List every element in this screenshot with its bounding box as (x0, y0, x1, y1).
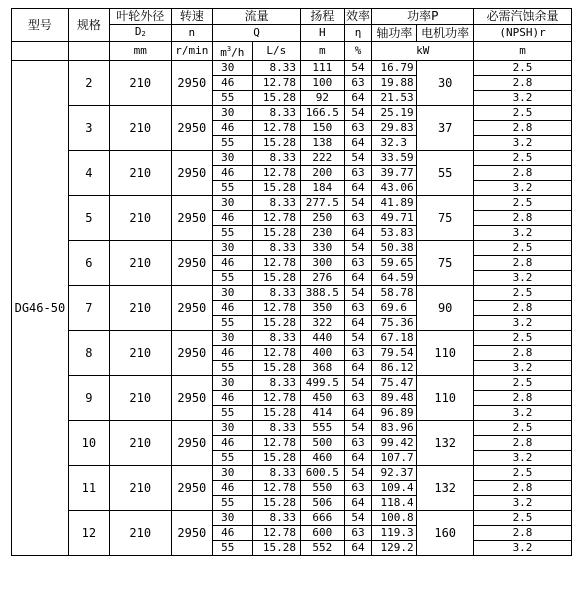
motor-power-cell: 110 (417, 376, 474, 421)
shaft-power-cell: 119.3 (372, 526, 417, 541)
npsh-cell: 2.5 (474, 286, 572, 301)
flow-ls-cell: 15.28 (252, 136, 301, 151)
npsh-cell: 2.8 (474, 256, 572, 271)
flow-ls-cell: 8.33 (252, 331, 301, 346)
shaft-power-cell: 49.71 (372, 211, 417, 226)
npsh-cell: 3.2 (474, 136, 572, 151)
impeller-cell: 210 (110, 376, 171, 421)
header-spec: 规格 (68, 9, 109, 42)
npsh-cell: 3.2 (474, 271, 572, 286)
flow-m3h-cell: 55 (213, 181, 252, 196)
shaft-power-cell: 69.6 (372, 301, 417, 316)
speed-cell: 2950 (171, 61, 213, 106)
shaft-power-cell: 118.4 (372, 496, 417, 511)
head-cell: 600 (301, 526, 345, 541)
npsh-cell: 2.5 (474, 376, 572, 391)
impeller-cell: 210 (110, 421, 171, 466)
npsh-cell: 2.5 (474, 241, 572, 256)
flow-m3h-cell: 46 (213, 436, 252, 451)
shaft-power-cell: 16.79 (372, 61, 417, 76)
flow-ls-cell: 12.78 (252, 391, 301, 406)
eff-cell: 64 (344, 136, 372, 151)
shaft-power-cell: 19.88 (372, 76, 417, 91)
eff-cell: 63 (344, 166, 372, 181)
shaft-power-cell: 21.53 (372, 91, 417, 106)
flow-ls-cell: 15.28 (252, 226, 301, 241)
eff-cell: 64 (344, 541, 372, 556)
npsh-cell: 3.2 (474, 91, 572, 106)
head-cell: 600.5 (301, 466, 345, 481)
header-speed-symbol: n (171, 25, 213, 42)
eff-cell: 54 (344, 61, 372, 76)
head-cell: 277.5 (301, 196, 345, 211)
speed-cell: 2950 (171, 421, 213, 466)
head-cell: 200 (301, 166, 345, 181)
head-cell: 555 (301, 421, 345, 436)
spec-cell: 4 (68, 151, 109, 196)
speed-cell: 2950 (171, 286, 213, 331)
eff-cell: 54 (344, 511, 372, 526)
motor-power-cell: 110 (417, 331, 474, 376)
speed-cell: 2950 (171, 466, 213, 511)
shaft-power-cell: 25.19 (372, 106, 417, 121)
table-row (12, 196, 572, 211)
head-cell: 666 (301, 511, 345, 526)
table-row (12, 106, 572, 121)
npsh-cell: 2.8 (474, 121, 572, 136)
shaft-power-cell: 75.47 (372, 376, 417, 391)
npsh-cell: 3.2 (474, 181, 572, 196)
unit-flow-m3h (213, 42, 252, 61)
flow-ls-cell: 8.33 (252, 286, 301, 301)
head-cell: 506 (301, 496, 345, 511)
eff-cell: 63 (344, 391, 372, 406)
head-cell: 111 (301, 61, 345, 76)
header-head-symbol: H (301, 25, 345, 42)
flow-m3h-cell: 46 (213, 481, 252, 496)
motor-power-cell: 37 (417, 106, 474, 151)
flow-ls-cell: 15.28 (252, 361, 301, 376)
unit-flow-m3h-tail: /h (231, 46, 245, 59)
eff-cell: 54 (344, 196, 372, 211)
eff-cell: 63 (344, 121, 372, 136)
npsh-cell: 2.5 (474, 106, 572, 121)
spec-cell: 11 (68, 466, 109, 511)
header-motor-power: 电机功率 (417, 25, 474, 42)
shaft-power-cell: 67.18 (372, 331, 417, 346)
npsh-cell: 2.8 (474, 76, 572, 91)
spec-cell: 9 (68, 376, 109, 421)
table-row (12, 376, 572, 391)
motor-power-cell: 160 (417, 511, 474, 556)
eff-cell: 64 (344, 226, 372, 241)
header-power-title: 功率P (372, 9, 474, 25)
npsh-cell: 2.8 (474, 211, 572, 226)
shaft-power-cell: 129.2 (372, 541, 417, 556)
npsh-cell: 2.5 (474, 151, 572, 166)
flow-m3h-cell: 55 (213, 451, 252, 466)
flow-m3h-cell: 46 (213, 256, 252, 271)
head-cell: 166.5 (301, 106, 345, 121)
motor-power-cell: 132 (417, 421, 474, 466)
shaft-power-cell: 32.3 (372, 136, 417, 151)
flow-m3h-cell: 46 (213, 76, 252, 91)
impeller-cell: 210 (110, 241, 171, 286)
head-cell: 250 (301, 211, 345, 226)
npsh-cell: 2.8 (474, 346, 572, 361)
eff-cell: 64 (344, 496, 372, 511)
flow-ls-cell: 8.33 (252, 241, 301, 256)
flow-ls-cell: 12.78 (252, 256, 301, 271)
shaft-power-cell: 96.89 (372, 406, 417, 421)
npsh-cell: 2.8 (474, 436, 572, 451)
spec-cell: 10 (68, 421, 109, 466)
head-cell: 322 (301, 316, 345, 331)
speed-cell: 2950 (171, 376, 213, 421)
shaft-power-cell: 39.77 (372, 166, 417, 181)
eff-cell: 63 (344, 481, 372, 496)
flow-ls-cell: 12.78 (252, 526, 301, 541)
flow-m3h-cell: 55 (213, 226, 252, 241)
eff-cell: 64 (344, 316, 372, 331)
head-cell: 222 (301, 151, 345, 166)
flow-m3h-cell: 30 (213, 151, 252, 166)
head-cell: 400 (301, 346, 345, 361)
spec-cell: 3 (68, 106, 109, 151)
flow-ls-cell: 15.28 (252, 406, 301, 421)
header-flow-title: 流量 (213, 9, 301, 25)
flow-ls-cell: 12.78 (252, 121, 301, 136)
unit-power: kW (372, 42, 474, 61)
head-cell: 388.5 (301, 286, 345, 301)
flow-m3h-cell: 55 (213, 91, 252, 106)
unit-head: m (301, 42, 345, 61)
head-cell: 414 (301, 406, 345, 421)
head-cell: 300 (301, 256, 345, 271)
npsh-cell: 2.8 (474, 166, 572, 181)
npsh-cell: 2.5 (474, 196, 572, 211)
npsh-cell: 2.5 (474, 61, 572, 76)
flow-ls-cell: 12.78 (252, 481, 301, 496)
flow-m3h-cell: 30 (213, 286, 252, 301)
flow-m3h-cell: 55 (213, 541, 252, 556)
flow-m3h-cell: 30 (213, 196, 252, 211)
spec-cell: 7 (68, 286, 109, 331)
flow-ls-cell: 12.78 (252, 211, 301, 226)
table-row (12, 151, 572, 166)
spec-cell: 5 (68, 196, 109, 241)
impeller-symbol-subscript: 2 (141, 30, 146, 38)
header-impeller-symbol (110, 25, 171, 42)
spec-cell: 6 (68, 241, 109, 286)
impeller-cell: 210 (110, 196, 171, 241)
speed-cell: 2950 (171, 151, 213, 196)
shaft-power-cell: 33.59 (372, 151, 417, 166)
eff-cell: 63 (344, 436, 372, 451)
npsh-cell: 2.8 (474, 526, 572, 541)
flow-m3h-cell: 46 (213, 301, 252, 316)
flow-m3h-cell: 46 (213, 346, 252, 361)
impeller-cell: 210 (110, 286, 171, 331)
eff-cell: 64 (344, 451, 372, 466)
flow-ls-cell: 12.78 (252, 166, 301, 181)
npsh-cell: 3.2 (474, 496, 572, 511)
shaft-power-cell: 83.96 (372, 421, 417, 436)
head-cell: 350 (301, 301, 345, 316)
shaft-power-cell: 43.06 (372, 181, 417, 196)
flow-ls-cell: 8.33 (252, 106, 301, 121)
spec-cell: 2 (68, 61, 109, 106)
table-row (12, 61, 572, 76)
npsh-cell: 2.5 (474, 511, 572, 526)
eff-cell: 54 (344, 286, 372, 301)
impeller-cell: 210 (110, 151, 171, 196)
eff-cell: 64 (344, 91, 372, 106)
eff-cell: 63 (344, 256, 372, 271)
shaft-power-cell: 75.36 (372, 316, 417, 331)
shaft-power-cell: 99.42 (372, 436, 417, 451)
unit-spec-empty (68, 42, 109, 61)
speed-cell: 2950 (171, 106, 213, 151)
unit-flow-m3h-sup: 3 (226, 45, 232, 53)
shaft-power-cell: 100.8 (372, 511, 417, 526)
unit-flow-m3h-base: m (220, 46, 227, 59)
flow-m3h-cell: 55 (213, 361, 252, 376)
head-cell: 230 (301, 226, 345, 241)
flow-m3h-cell: 30 (213, 61, 252, 76)
eff-cell: 63 (344, 301, 372, 316)
flow-m3h-cell: 30 (213, 421, 252, 436)
npsh-cell: 3.2 (474, 316, 572, 331)
head-cell: 552 (301, 541, 345, 556)
flow-m3h-cell: 30 (213, 511, 252, 526)
shaft-power-cell: 58.78 (372, 286, 417, 301)
head-cell: 138 (301, 136, 345, 151)
flow-ls-cell: 8.33 (252, 511, 301, 526)
head-cell: 150 (301, 121, 345, 136)
unit-impeller: mm (110, 42, 171, 61)
header-model: 型号 (12, 9, 69, 42)
speed-cell: 2950 (171, 196, 213, 241)
npsh-cell: 2.8 (474, 301, 572, 316)
flow-ls-cell: 8.33 (252, 421, 301, 436)
table-row (12, 331, 572, 346)
speed-cell: 2950 (171, 241, 213, 286)
npsh-cell: 3.2 (474, 226, 572, 241)
flow-m3h-cell: 30 (213, 241, 252, 256)
impeller-cell: 210 (110, 466, 171, 511)
flow-ls-cell: 8.33 (252, 151, 301, 166)
header-eff-symbol: η (344, 25, 372, 42)
header-head-title: 扬程 (301, 9, 345, 25)
shaft-power-cell: 41.89 (372, 196, 417, 211)
flow-m3h-cell: 30 (213, 376, 252, 391)
impeller-cell: 210 (110, 106, 171, 151)
unit-eff: % (344, 42, 372, 61)
eff-cell: 64 (344, 361, 372, 376)
shaft-power-cell: 92.37 (372, 466, 417, 481)
npsh-cell: 2.5 (474, 421, 572, 436)
flow-ls-cell: 15.28 (252, 91, 301, 106)
npsh-cell: 3.2 (474, 361, 572, 376)
eff-cell: 54 (344, 421, 372, 436)
flow-ls-cell: 8.33 (252, 376, 301, 391)
eff-cell: 64 (344, 271, 372, 286)
flow-m3h-cell: 46 (213, 121, 252, 136)
flow-m3h-cell: 30 (213, 466, 252, 481)
eff-cell: 54 (344, 331, 372, 346)
head-cell: 550 (301, 481, 345, 496)
head-cell: 330 (301, 241, 345, 256)
eff-cell: 64 (344, 181, 372, 196)
flow-ls-cell: 15.28 (252, 316, 301, 331)
eff-cell: 64 (344, 406, 372, 421)
flow-m3h-cell: 55 (213, 136, 252, 151)
npsh-cell: 2.5 (474, 466, 572, 481)
flow-m3h-cell: 55 (213, 316, 252, 331)
flow-ls-cell: 15.28 (252, 496, 301, 511)
eff-cell: 54 (344, 106, 372, 121)
impeller-symbol-letter: D (134, 25, 142, 38)
speed-cell: 2950 (171, 511, 213, 556)
head-cell: 450 (301, 391, 345, 406)
speed-cell: 2950 (171, 331, 213, 376)
flow-ls-cell: 15.28 (252, 181, 301, 196)
npsh-cell: 3.2 (474, 406, 572, 421)
head-cell: 92 (301, 91, 345, 106)
unit-npsh: m (474, 42, 572, 61)
npsh-cell: 3.2 (474, 451, 572, 466)
head-cell: 276 (301, 271, 345, 286)
motor-power-cell: 30 (417, 61, 474, 106)
eff-cell: 63 (344, 211, 372, 226)
flow-m3h-cell: 55 (213, 271, 252, 286)
flow-m3h-cell: 30 (213, 331, 252, 346)
table-row (12, 241, 572, 256)
impeller-cell: 210 (110, 331, 171, 376)
flow-ls-cell: 15.28 (252, 541, 301, 556)
header-impeller-title: 叶轮外径 (110, 9, 171, 25)
shaft-power-cell: 79.54 (372, 346, 417, 361)
header-npsh-title: 必需汽蚀余量 (474, 9, 572, 25)
table-row (12, 511, 572, 526)
eff-cell: 54 (344, 151, 372, 166)
head-cell: 500 (301, 436, 345, 451)
shaft-power-cell: 86.12 (372, 361, 417, 376)
npsh-cell: 2.8 (474, 391, 572, 406)
motor-power-cell: 90 (417, 286, 474, 331)
head-cell: 460 (301, 451, 345, 466)
head-cell: 440 (301, 331, 345, 346)
table-row (12, 286, 572, 301)
flow-ls-cell: 12.78 (252, 436, 301, 451)
shaft-power-cell: 59.65 (372, 256, 417, 271)
table-row (12, 466, 572, 481)
eff-cell: 54 (344, 466, 372, 481)
unit-speed: r/min (171, 42, 213, 61)
flow-m3h-cell: 46 (213, 391, 252, 406)
flow-m3h-cell: 55 (213, 496, 252, 511)
head-cell: 368 (301, 361, 345, 376)
flow-m3h-cell: 46 (213, 211, 252, 226)
flow-ls-cell: 12.78 (252, 301, 301, 316)
flow-ls-cell: 15.28 (252, 271, 301, 286)
model-cell: DG46-50 (12, 61, 69, 556)
eff-cell: 63 (344, 76, 372, 91)
shaft-power-cell: 107.7 (372, 451, 417, 466)
unit-model-empty (12, 42, 69, 61)
flow-ls-cell: 12.78 (252, 76, 301, 91)
unit-flow-ls: L/s (252, 42, 301, 61)
flow-m3h-cell: 46 (213, 166, 252, 181)
spec-cell: 8 (68, 331, 109, 376)
head-cell: 100 (301, 76, 345, 91)
eff-cell: 54 (344, 241, 372, 256)
impeller-cell: 210 (110, 511, 171, 556)
header-flow-symbol: Q (213, 25, 301, 42)
flow-ls-cell: 8.33 (252, 466, 301, 481)
header-npsh-symbol: (NPSH)r (474, 25, 572, 42)
motor-power-cell: 75 (417, 196, 474, 241)
shaft-power-cell: 64.59 (372, 271, 417, 286)
shaft-power-cell: 109.4 (372, 481, 417, 496)
eff-cell: 54 (344, 376, 372, 391)
flow-m3h-cell: 30 (213, 106, 252, 121)
header-eff-title: 效率 (346, 9, 371, 23)
flow-ls-cell: 8.33 (252, 196, 301, 211)
flow-ls-cell: 15.28 (252, 451, 301, 466)
shaft-power-cell: 89.48 (372, 391, 417, 406)
spec-cell: 12 (68, 511, 109, 556)
flow-ls-cell: 12.78 (252, 346, 301, 361)
npsh-cell: 3.2 (474, 541, 572, 556)
npsh-cell: 2.5 (474, 331, 572, 346)
head-cell: 184 (301, 181, 345, 196)
header-speed-title: 转速 (171, 9, 213, 25)
head-cell: 499.5 (301, 376, 345, 391)
shaft-power-cell: 29.83 (372, 121, 417, 136)
eff-cell: 63 (344, 346, 372, 361)
motor-power-cell: 55 (417, 151, 474, 196)
shaft-power-cell: 53.83 (372, 226, 417, 241)
shaft-power-cell: 50.38 (372, 241, 417, 256)
motor-power-cell: 132 (417, 466, 474, 511)
table-row (12, 421, 572, 436)
flow-m3h-cell: 46 (213, 526, 252, 541)
motor-power-cell: 75 (417, 241, 474, 286)
impeller-cell: 210 (110, 61, 171, 106)
header-shaft-power: 轴功率 (372, 25, 417, 42)
pump-performance-table (11, 8, 572, 556)
eff-cell: 63 (344, 526, 372, 541)
flow-ls-cell: 8.33 (252, 61, 301, 76)
npsh-cell: 2.8 (474, 481, 572, 496)
flow-m3h-cell: 55 (213, 406, 252, 421)
